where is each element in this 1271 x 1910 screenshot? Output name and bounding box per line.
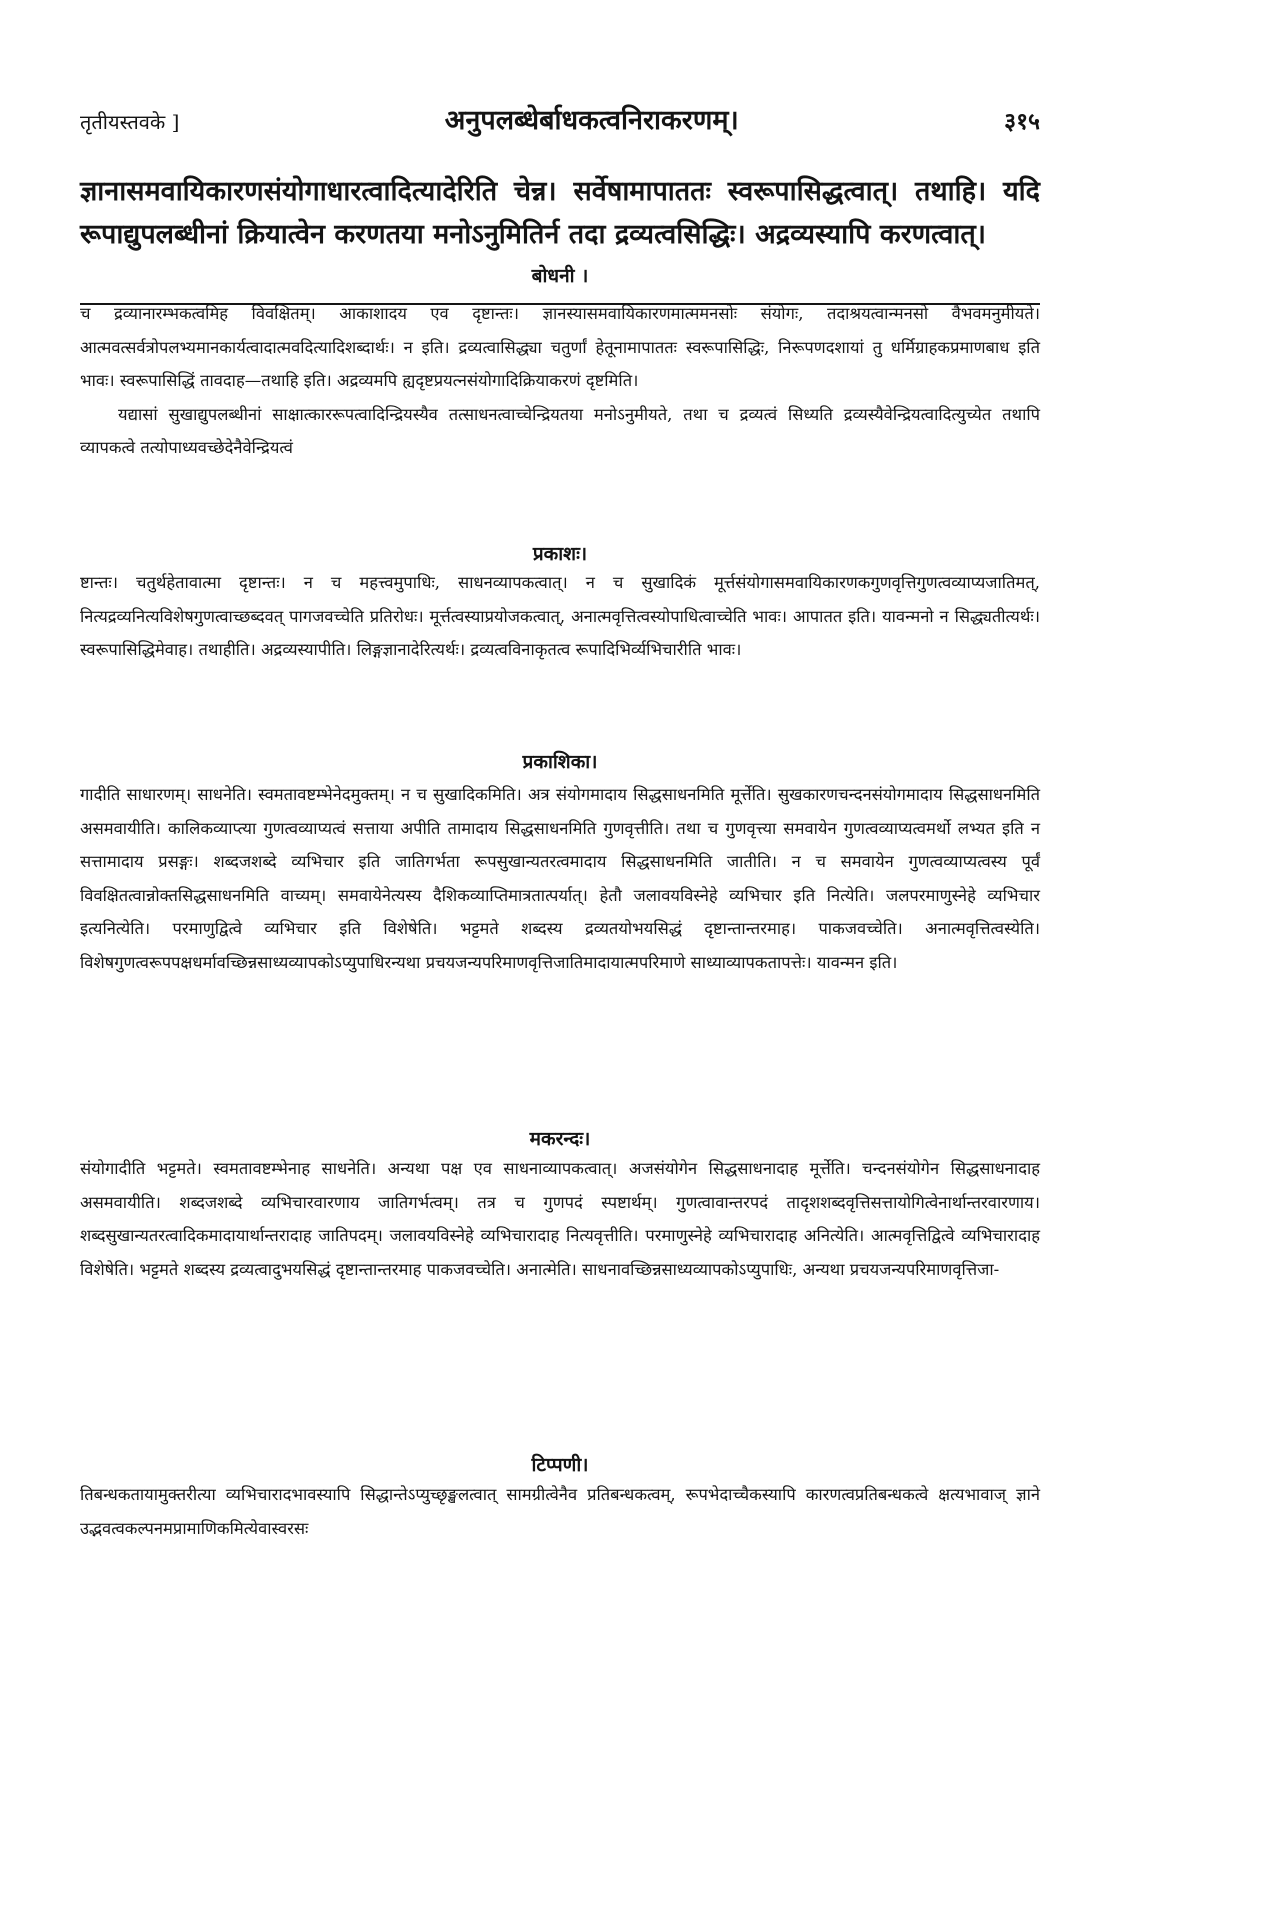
commentary-paragraph: गादीति साधारणम्। साधनेति। स्वमतावष्टम्भेनेदमुक्तम्। न च सुखादिकमिति। अत्र संयोगमादाय सिद्धसाधनमिति मूर्त्तेति। सुखकारणचन्दनसंयोगमादाय सिद्धसाधनमिति असमवायीति। कालिकव्याप्त्या गुणत्वव्याप्यत्वं सत्ताया अपीति तामादाय सिद्धसाधनमिति गुणवृत्तीति। तथा च गुणवृत्त्या समवायेन गुणत्वव्याप्यत्वमर्थो लभ्यत इति न सत्तामादाय प्रसङ्गः। शब्दजशब्दे व्यभिचार इति जातिगर्भता रूपसुखान्यतरत्वमादाय सिद्धसाधनमिति जातीति। न च समवायेन गुणत्वव्याप्यत्वस्य पूर्वं विवक्षितत्वान्नोक्तसिद्धसाधनमिति वाच्यम्। समवायेनेत्यस्य दैशिकव्याप्तिमात्रतात्पर्यात्। हेतौ जलावयविस्नेहे व्यभिचार इति नित्येति। जलपरमाणुस्नेहे व्यभिचार इत्यनित्येति। परमाणुद्वित्वे व्यभिचार इति विशेषेति। भट्टमते शब्दस्य द्रव्यतयोभयसिद्धं दृष्टान्तान्तरमाह। पाकजवच्चेति। अनात्मवृत्तित्वस्येति। विशेषगुणत्वरूपपक्षधर्मावच्छिन्नसाध्यव्यापकोऽप्युपाधिरन्यथा प्रचयजन्यपरिमाणवृत्तिजातिमादायात्मपरिमाणे साध्याव्यापकतापत्तेः। यावन्मन इति। xyxy=(80,785,1040,972)
commentary-paragraph: ष्टान्तः। चतुर्थहेतावात्मा दृष्टान्तः। न च महत्त्वमुपाधिः, साधनव्यापकत्वात्। न च सुखादिकं मूर्त्तसंयोगासमवायिकारणकगुणवृत्तिगुणत्वव्याप्यजातिमत्, नित्यद्रव्यनित्यविशेषगुणत्वाच्छब्दवत् पागजवच्चेति प्रतिरोधः। मूर्त्तत्वस्याप्रयोजकत्वात्, अनात्मवृत्तित्वस्योपाधित्वाच्चेति भावः। आपातत इति। यावन्मनो न सिद्ध्यतीत्यर्थः। स्वरूपासिद्धिमेवाह। तथाहीति। अद्रव्यस्यापीति। लिङ्गज्ञानादेरित्यर्थः। द्रव्यत्वविनाकृतत्व रूपादिभिर्व्यभिचारीति भावः। xyxy=(80,573,1040,659)
running-header xyxy=(80,100,1040,140)
section-heading-prakashika: प्रकाशिका। xyxy=(522,751,598,773)
section-heading-makaranda: मकरन्दः। xyxy=(529,1128,591,1150)
section-heading-prakasha: प्रकाशः। xyxy=(532,543,588,565)
commentary-tippani xyxy=(80,1478,1040,1545)
commentary-paragraph: च द्रव्यानारम्भकत्वमिह विवक्षितम्। आकाशादय एव दृष्टान्तः। ज्ञानस्यासमवायिकारणमात्ममनसोः संयोगः, तदाश्रयत्वान्मनसो वैभवमनुमीयते। आत्मवत्सर्वत्रोपलभ्यमानकार्यत्वादात्मवदित्यादिशब्दार्थः। न इति। द्रव्यत्वासिद्ध्या चतुर्णां हेतूनामापाततः स्वरूपासिद्धिः, निरूपणदशायां तु धर्मिग्राहकप्रमाणबाध इति भावः। स्वरूपासिद्धिं तावदाह—तथाहि इति। अद्रव्यमपि ह्यदृष्टप्रयत्नसंयोगादिक्रियाकरणं दृष्टमिति। xyxy=(80,304,1040,390)
commentary-paragraph: यद्यासां सुखाद्युपलब्धीनां साक्षात्काररूपत्वादिन्द्रियस्यैव तत्साधनत्वाच्चेन्द्रियतया मनोऽनुमीयते, तथा च द्रव्यत्वं सिध्यति द्रव्यस्यैवेन्द्रियत्वादित्युच्येत तथापि व्यापकत्वे तत्योपाध्यवच्छेदेनैवेन्द्रियत्वं xyxy=(80,404,1040,457)
commentary-prakashika xyxy=(80,778,1040,979)
main-verse-text: ज्ञानासमवायिकारणसंयोगाधारत्वादित्यादेरिति चेन्न। सर्वेषामापाततः स्वरूपासिद्धत्वात्। तथाहि। यदि रूपाद्युपलब्धीनां क्रियात्वेन करणतया मनोऽनुमितिर्न तदा द्रव्यत्वसिद्धिः। अद्रव्यस्यापि करणत्वात्। xyxy=(80,176,1040,250)
commentary-prakasha xyxy=(80,566,1040,667)
section-heading-bodhani: बोधनी । xyxy=(531,265,589,287)
commentary-paragraph: तिबन्धकतायामुक्तरीत्या व्यभिचारादभावस्यापि सिद्धान्तेऽप्युच्छृङ्खलत्वात् सामग्रीत्वेनैव प्रतिबन्धकत्वम्, रूपभेदाच्चैकस्यापि कारणत्वप्रतिबन्धकत्वे क्षत्यभावाज् ज्ञाने उद्भवत्वकल्पनमप्रामाणिकमित्येवास्वरसः xyxy=(80,1485,1040,1538)
running-title: अनुपलब्धेर्बाधकत्वनिराकरणम्। xyxy=(444,105,739,136)
commentary-makaranda xyxy=(80,1152,1040,1286)
chapter-label: तृतीयस्तवके ] xyxy=(80,110,180,134)
commentary-paragraph: संयोगादीति भट्टमते। स्वमतावष्टम्भेनाह साधनेति। अन्यथा पक्ष एव साधनाव्यापकत्वात्। अजसंयोगेन सिद्धसाधनादाह मूर्त्तेति। चन्दनसंयोगेन सिद्धसाधनादाह असमवायीति। शब्दजशब्दे व्यभिचारवारणाय जातिगर्भत्वम्। तत्र च गुणपदं स्पष्टार्थम्। गुणत्वावान्तरपदं तादृशशब्दवृत्तिसत्तायोगित्वेनार्थान्तरवारणाय। शब्दसुखान्यतरत्वादिकमादायार्थान्तरादाह जातिपदम्। जलावयविस्नेहे व्यभिचारादाह नित्यवृत्तीति। परमाणुस्नेहे व्यभिचारादाह अनित्येति। आत्मवृत्तिद्वित्वे व्यभिचारादाह विशेषेति। भट्टमते शब्दस्य द्रव्यत्वादुभयसिद्धं दृष्टान्तान्तरमाह पाकजवच्चेति। अनात्मेति। साधनावच्छिन्नसाध्यव्यापकोऽप्युपाधिः, अन्यथा प्रचयजन्यपरिमाणवृत्तिजा- xyxy=(80,1159,1040,1279)
page-number: ३१५ xyxy=(1004,108,1040,135)
section-heading-tippani: टिप्पणी। xyxy=(531,1454,589,1476)
commentary-bodhani xyxy=(80,297,1040,465)
